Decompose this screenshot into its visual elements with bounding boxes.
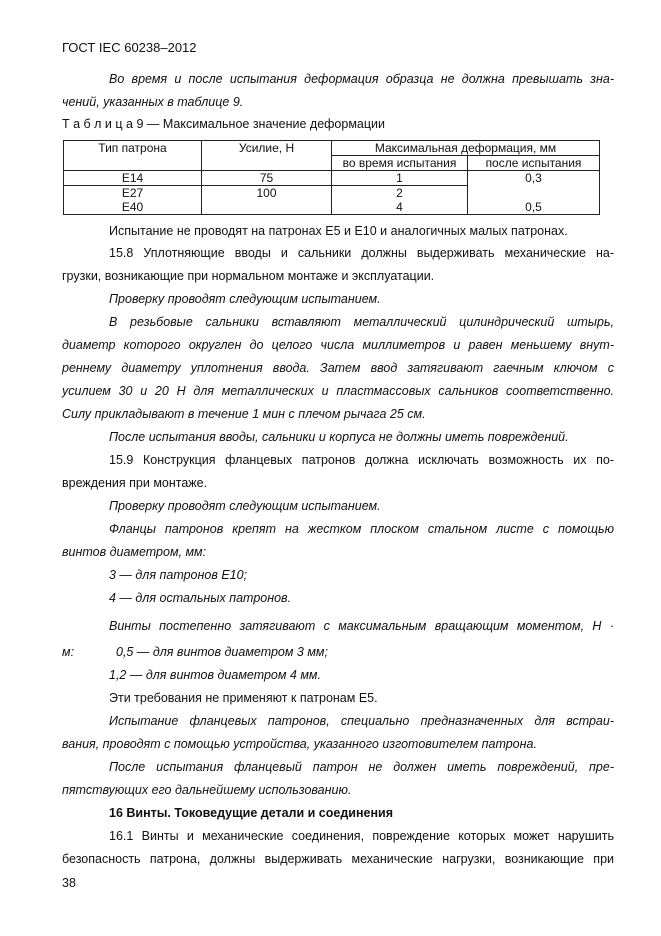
clause-15-8-line-1: 15.8 Уплотняющие вводы и сальники должны выдерживать механические на- [109, 246, 614, 260]
glands-line-1: В резьбовые сальники вставляют металлический цилиндрический штырь, [109, 315, 614, 329]
table-note: Испытание не проводят на патронах Е5 и Е10 и аналогичных малых патронах. [109, 224, 568, 238]
section-heading-16: 16 Винты. Токоведущие детали и соединения [109, 806, 393, 820]
cell-during: 4 [332, 200, 468, 215]
intro-line-2: чений, указанных в таблице 9. [62, 95, 244, 109]
table-caption: Т а б л и ц а 9 — Максимальное значение деформации [62, 117, 386, 131]
header-during-test: во время испытания [332, 156, 468, 171]
glands-line-3: реннему диаметру уплотнения ввода. Затем ввод затягивают гаечным ключом с [62, 361, 614, 375]
document-header: ГОСТ IEC 60238–2012 [62, 40, 197, 55]
cell-force [202, 200, 332, 215]
builtin-line-1: Испытание фланцевых патронов, специально предназначенных для встраи- [109, 714, 614, 728]
clause-15-8-line-2: грузки, возникающие при нормальном монтаже и эксплуатации. [62, 269, 435, 283]
after-test-2-line-2: пятствующих его дальнейшему использованию. [62, 783, 352, 797]
clause-15-9-line-1: 15.9 Конструкция фланцевых патронов должна исключать возможность их по- [109, 453, 614, 467]
check-sentence-1: Проверку проводят следующим испытанием. [109, 292, 381, 306]
table-row [64, 200, 600, 215]
clause-15-9-line-2: вреждения при монтаже. [62, 476, 208, 490]
deformation-table [63, 140, 600, 215]
cell-after: 0,5 [468, 200, 600, 215]
check-sentence-2: Проверку проводят следующим испытанием. [109, 499, 381, 513]
cell-type: E14 [64, 171, 202, 186]
clause-16-1-line-1: 16.1 Винты и механические соединения, повреждение которых может нарушить [109, 829, 614, 843]
cell-during: 1 [332, 171, 468, 186]
cell-type: E27 [64, 186, 202, 201]
flanges-line-2: винтов диаметром, мм: [62, 545, 207, 559]
list-item: 3 — для патронов Е10; [109, 568, 248, 582]
header-max-deformation: Максимальная деформация, мм [332, 141, 600, 156]
header-lamp-type: Тип патрона [64, 141, 202, 171]
cell-type: E40 [64, 200, 202, 215]
glands-line-5: Силу прикладывают в течение 1 мин с плечом рычага 25 см. [62, 407, 426, 421]
table-row [64, 186, 600, 201]
table-row [64, 171, 600, 186]
cell-after: 0,3 [468, 171, 600, 186]
intro-line-1: Во время и после испытания деформация образца не должна превышать зна- [109, 72, 614, 86]
cell-during: 2 [332, 186, 468, 201]
cell-force: 100 [202, 186, 332, 201]
glands-line-4: усилием 30 и 20 Н для металлических и пластмассовых сальников соответственно. [62, 384, 614, 398]
builtin-line-2: вания, проводят с помощью устройства, указанного изготовителем патрона. [62, 737, 537, 751]
screws-torque-line: Винты постепенно затягивают с максимальным вращающим моментом, Н · [109, 619, 614, 633]
header-force: Усилие, Н [202, 141, 332, 171]
torque-item: 0,5 — для винтов диаметром 3 мм; [116, 645, 328, 659]
header-after-test: после испытания [468, 156, 600, 171]
after-test-sentence-1: После испытания вводы, сальники и корпуса не должны иметь повреждений. [109, 430, 569, 444]
glands-line-2: диаметр которого округлен до целого числа миллиметров и равен меньшему внут- [62, 338, 614, 352]
cell-force: 75 [202, 171, 332, 186]
after-test-2-line-1: После испытания фланцевый патрон не должен иметь повреждений, пре- [109, 760, 614, 774]
flanges-line-1: Фланцы патронов крепят на жестком плоском стальном листе с помощью [109, 522, 614, 536]
e5-exception: Эти требования не применяют к патронам Е5. [109, 691, 378, 705]
screws-torque-unit: м: [62, 645, 75, 659]
cell-after [468, 186, 600, 201]
list-item: 4 — для остальных патронов. [109, 591, 292, 605]
torque-item: 1,2 — для винтов диаметром 4 мм. [109, 668, 321, 682]
page-number: 38 [62, 876, 76, 890]
clause-16-1-line-2: безопасность патрона, должны выдерживать механические нагрузки, возникающие при [62, 852, 614, 866]
